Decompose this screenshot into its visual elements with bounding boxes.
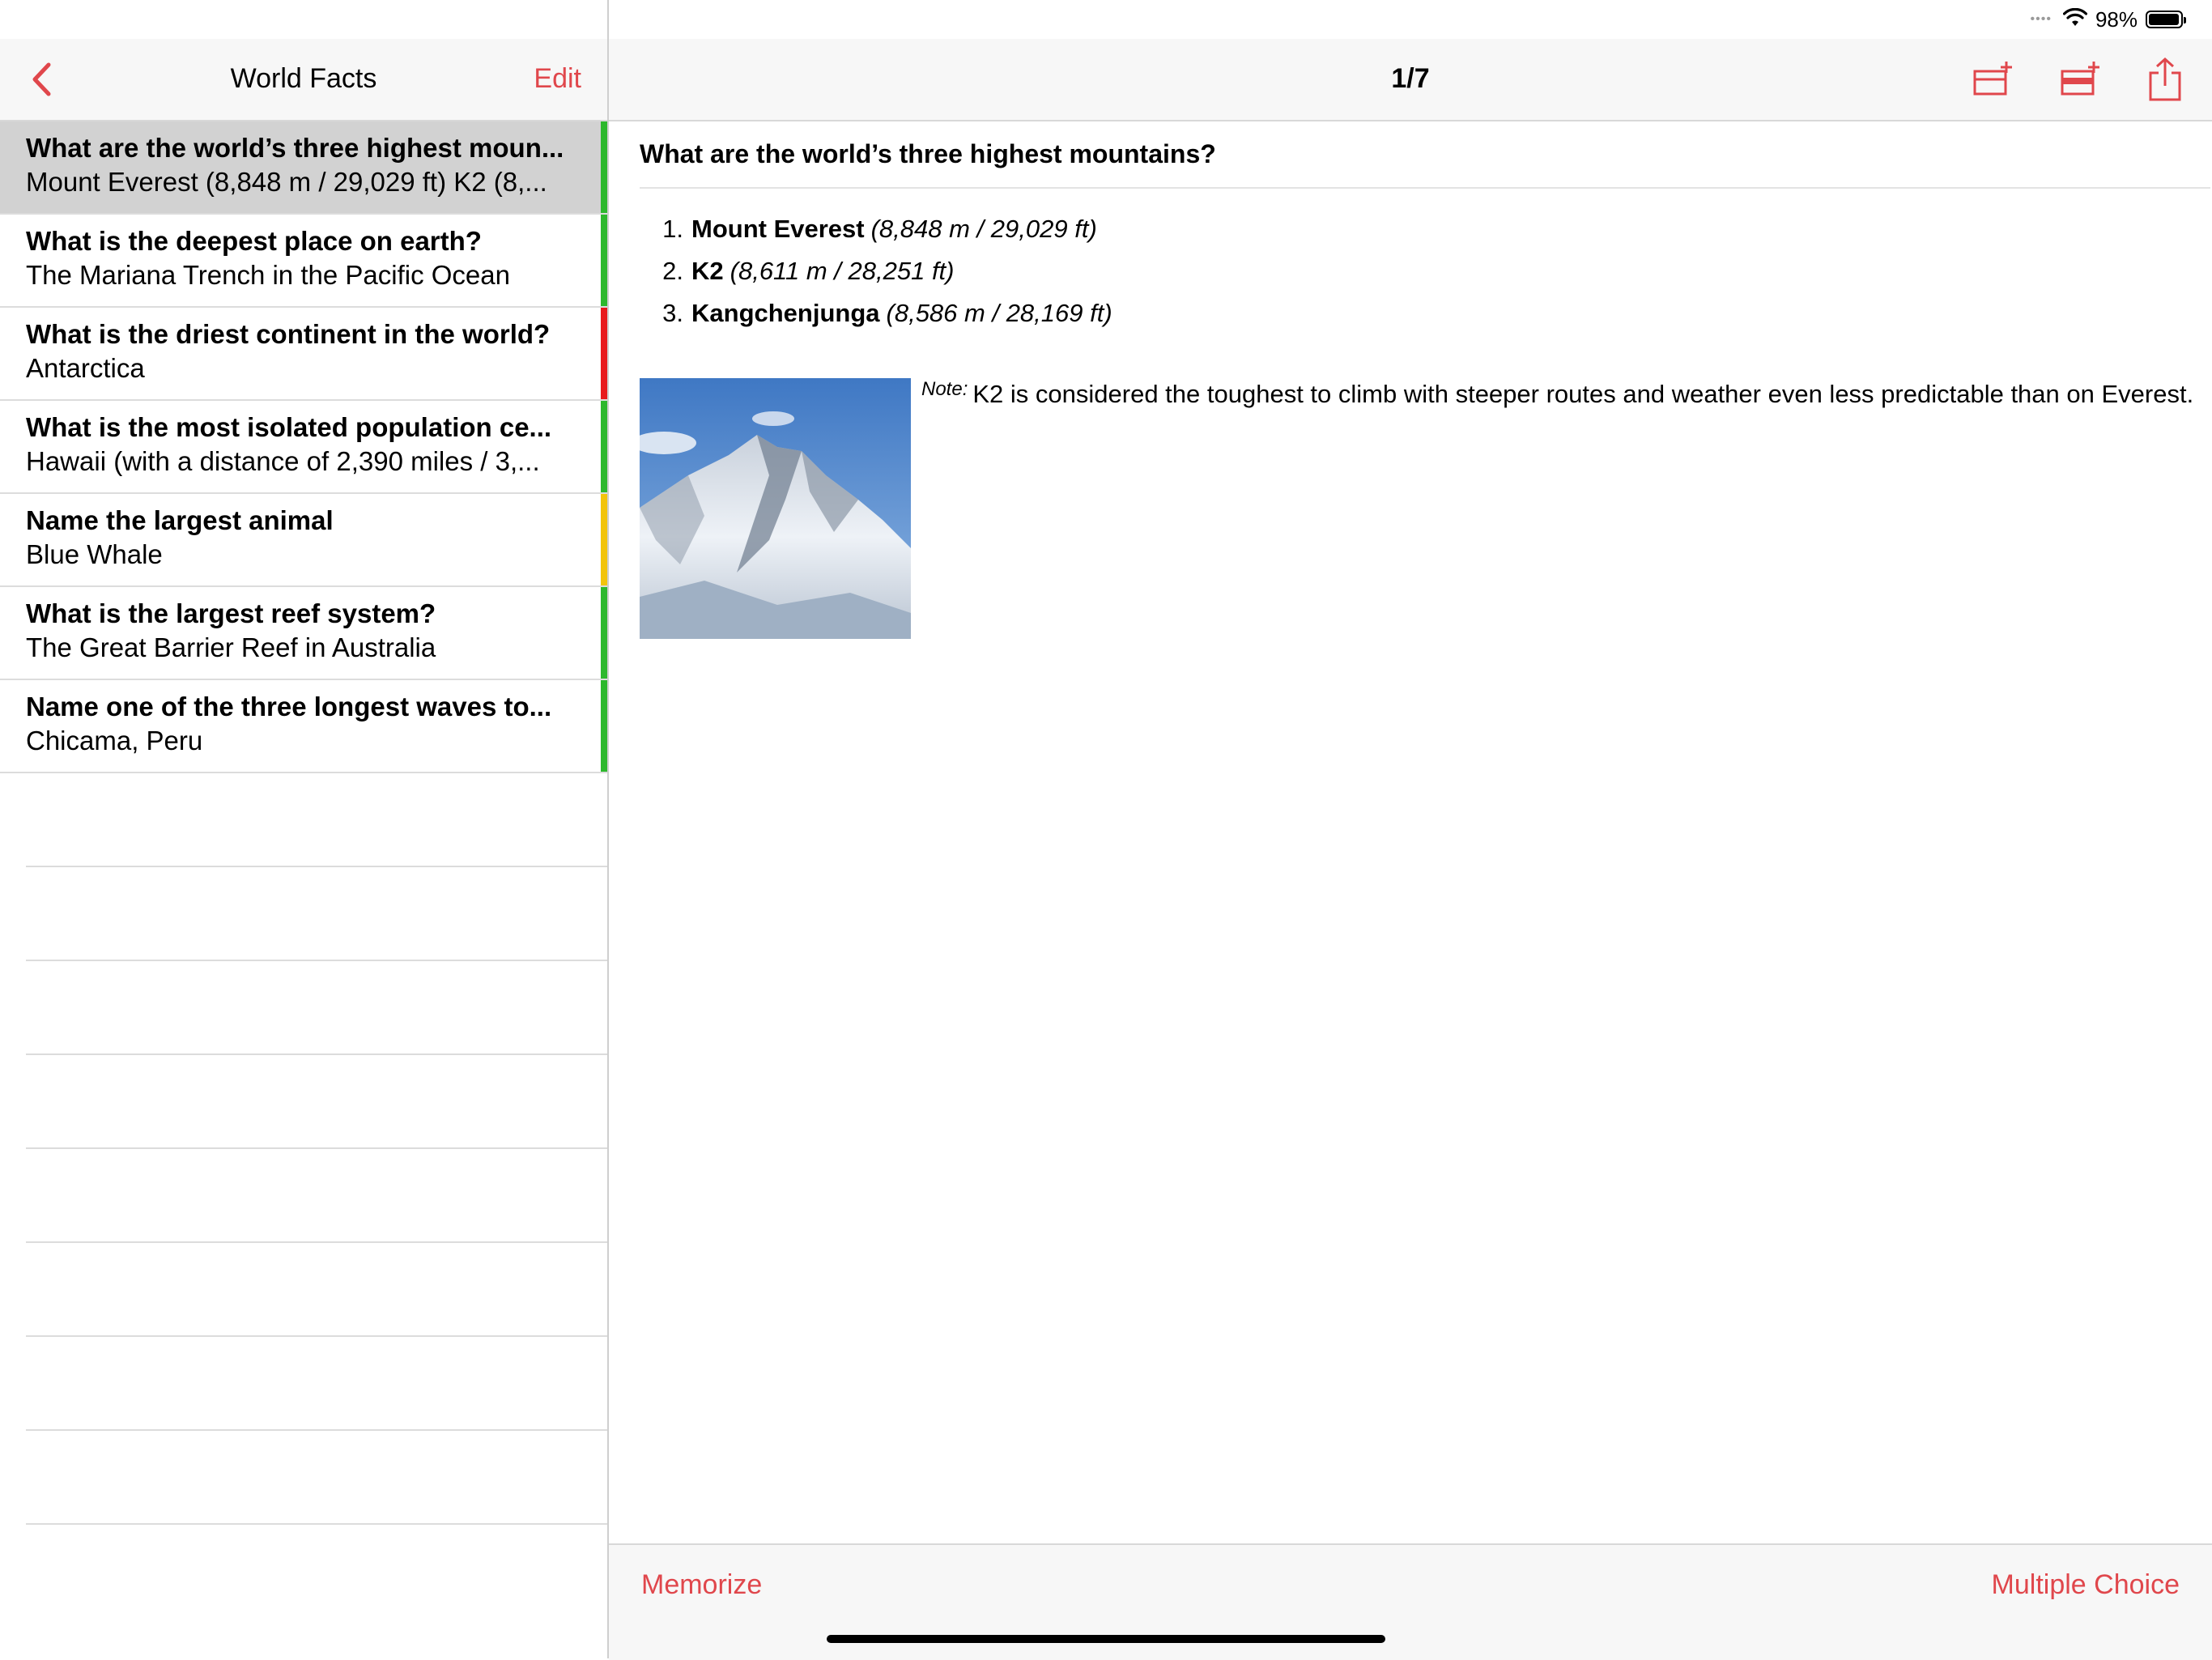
list-title: World Facts — [230, 63, 377, 94]
card-status-indicator — [601, 308, 607, 399]
card-list-item[interactable] — [0, 308, 607, 401]
note-label: Note: — [921, 378, 968, 400]
card-list-item[interactable] — [0, 680, 607, 773]
answer-number: 1. — [662, 215, 683, 243]
card-question: What is the largest reef system? — [26, 598, 436, 628]
card-answer: Chicama, Peru — [26, 726, 203, 756]
card-detail — [640, 121, 2194, 645]
note-text — [921, 378, 2201, 411]
card-status-indicator — [601, 121, 607, 213]
answer-name: K2 — [691, 257, 724, 285]
note-block — [640, 378, 2194, 645]
list-navigation-bar — [0, 39, 607, 121]
card-list-item[interactable] — [0, 121, 607, 215]
battery-level — [2149, 14, 2179, 25]
status-indicators — [2031, 5, 2183, 34]
card-answer: Blue Whale — [26, 539, 163, 569]
card-status-indicator — [601, 401, 607, 492]
empty-list-row — [26, 961, 607, 1055]
card-list-item[interactable] — [0, 215, 607, 308]
card-question: Name one of the three longest waves to... — [26, 692, 552, 721]
card-list-item[interactable] — [0, 401, 607, 494]
multiple-choice-button[interactable]: Multiple Choice — [1991, 1569, 2180, 1600]
card-question: Name the largest animal — [26, 505, 334, 535]
add-card-icon — [1972, 60, 2014, 99]
card-answer: The Mariana Trench in the Pacific Ocean — [26, 260, 510, 290]
card-answer: Hawaii (with a distance of 2,390 miles / 3,... — [26, 446, 540, 476]
edit-button[interactable]: Edit — [534, 63, 581, 94]
cellular-signal-icon: •••• — [2030, 12, 2052, 26]
empty-list-row — [26, 1149, 607, 1243]
card-list — [0, 121, 607, 1525]
detail-question: What are the world’s three highest mountains? — [640, 139, 2210, 189]
empty-list-row — [26, 1337, 607, 1431]
card-list-item[interactable] — [0, 494, 607, 587]
answer-item — [640, 208, 2178, 250]
answer-height: (8,611 m / 28,251 ft) — [730, 257, 955, 285]
card-answer: Antarctica — [26, 353, 145, 383]
battery-icon — [2146, 11, 2183, 28]
card-list-item[interactable] — [0, 587, 607, 680]
card-list-pane — [0, 0, 607, 1658]
add-card-alt-button[interactable] — [2058, 57, 2104, 102]
answer-height: (8,848 m / 29,029 ft) — [870, 215, 1097, 243]
card-question: What is the deepest place on earth? — [26, 226, 482, 256]
home-indicator[interactable] — [827, 1635, 1385, 1643]
card-answer: Mount Everest (8,848 m / 29,029 ft) K2 (8,... — [26, 167, 547, 197]
answer-name: Kangchenjunga — [691, 299, 880, 327]
answer-number: 2. — [662, 257, 683, 285]
add-card-button[interactable] — [1971, 57, 2016, 102]
card-question: What is the most isolated population ce... — [26, 412, 552, 442]
share-button[interactable] — [2142, 57, 2188, 102]
empty-list-row — [26, 773, 607, 867]
answer-number: 3. — [662, 299, 683, 327]
empty-list-row — [26, 1243, 607, 1337]
detail-navigation-bar — [609, 39, 2212, 121]
card-status-indicator — [601, 587, 607, 679]
wifi-icon — [2063, 8, 2087, 32]
answer-height: (8,586 m / 28,169 ft) — [886, 299, 1112, 327]
card-status-indicator — [601, 680, 607, 772]
answer-list — [640, 208, 2178, 334]
note-body: K2 is considered the toughest to climb with steeper routes and weather even less predictable than on Everest. — [972, 380, 2194, 408]
pane-divider — [607, 0, 609, 1658]
card-status-indicator — [601, 215, 607, 306]
answer-item — [640, 292, 2178, 334]
empty-list-row — [26, 867, 607, 961]
memorize-button[interactable]: Memorize — [641, 1569, 763, 1600]
card-answer: The Great Barrier Reef in Australia — [26, 632, 436, 662]
add-card-alt-icon — [2060, 60, 2102, 99]
card-question: What are the world’s three highest moun... — [26, 133, 564, 163]
share-icon — [2147, 57, 2183, 102]
answer-item — [640, 250, 2178, 292]
battery-percent: 98% — [2095, 6, 2138, 32]
empty-list-row — [26, 1431, 607, 1525]
empty-list-row — [26, 1055, 607, 1149]
card-status-indicator — [601, 494, 607, 585]
answer-name: Mount Everest — [691, 215, 865, 243]
mountain-photo — [640, 378, 911, 639]
card-counter: 1/7 — [1391, 63, 1430, 94]
card-question: What is the driest continent in the world? — [26, 319, 551, 349]
